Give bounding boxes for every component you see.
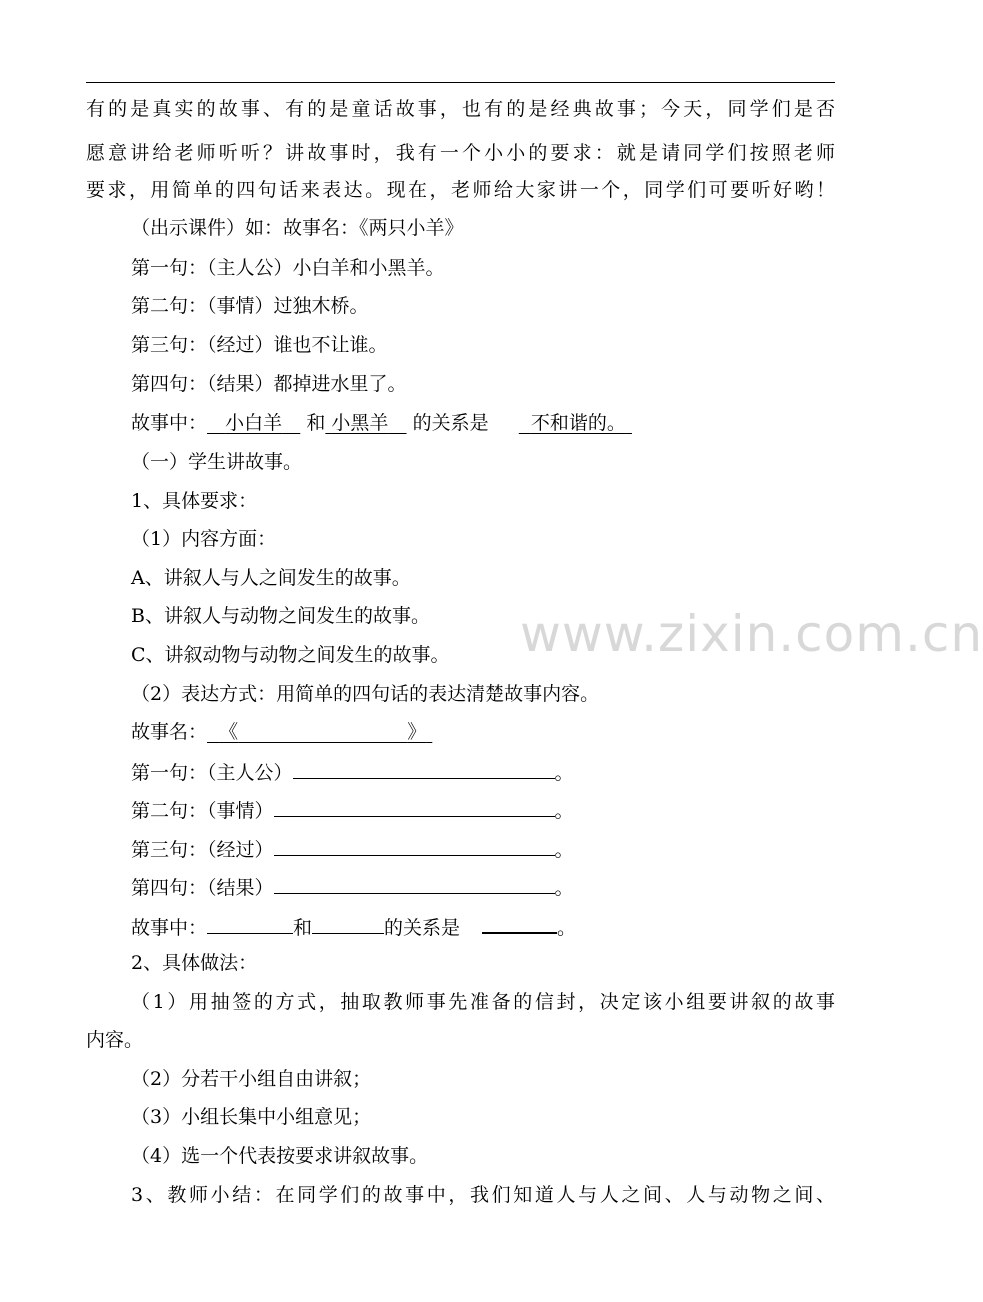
- method-item-1: （1）用抽签的方式，抽取教师事先准备的信封，决定该小组要讲叙的故事: [131, 991, 835, 1013]
- paragraph-line: 愿意讲给老师听听？讲故事时，我有一个小小的要求：就是请同学们按照老师: [86, 142, 835, 164]
- form-sentence-3: 第三句：（经过） 。: [131, 836, 846, 862]
- expression-title: （2）表达方式：用简单的四句话的表达清楚故事内容。: [131, 683, 600, 705]
- answer-blank: [207, 914, 293, 934]
- answer-blank: [274, 797, 555, 817]
- relation-result: 不和谐的。: [530, 412, 626, 434]
- relation-a: 小白羊: [225, 412, 283, 434]
- paragraph-line: 要求，用简单的四句话来表达。现在，老师给大家讲一个，同学们可要听好哟！: [86, 179, 835, 201]
- content-item-c: C、讲叙动物与动物之间发生的故事。: [131, 644, 450, 666]
- relation-b: 小黑羊: [331, 412, 389, 434]
- method-item-2: （2）分若干小组自由讲叙；: [131, 1068, 372, 1090]
- story-name-blank: 《 》: [219, 721, 427, 743]
- content-title: （1）内容方面：: [131, 528, 277, 550]
- answer-blank: [293, 759, 555, 779]
- method-item-3: （3）小组长集中小组意见；: [131, 1106, 372, 1128]
- answer-blank: [312, 914, 384, 934]
- content-item-a: A、讲叙人与人之间发生的故事。: [131, 567, 411, 589]
- answer-blank: [482, 913, 557, 934]
- example-relation: 故事中： 小白羊 和 小黑羊 的关系是 不和谐的。: [131, 412, 626, 434]
- content-item-b: B、讲叙人与动物之间发生的故事。: [131, 605, 430, 627]
- paragraph-line: 有的是真实的故事、有的是童话故事，也有的是经典故事；今天，同学们是否: [86, 98, 835, 120]
- form-sentence-2: 第二句：（事情） 。: [131, 797, 846, 823]
- example-sentence-3: 第三句：（经过）谁也不让谁。: [131, 334, 388, 356]
- answer-blank: [274, 836, 555, 856]
- method-item-1-cont: 内容。: [86, 1029, 144, 1051]
- watermark: www.zixin.com.cn: [520, 605, 983, 663]
- example-sentence-2: 第二句：（事情）过独木桥。: [131, 295, 369, 317]
- teacher-summary: 3、教师小结：在同学们的故事中，我们知道人与人之间、人与动物之间、: [131, 1184, 835, 1206]
- form-sentence-4: 第四句：（结果） 。: [131, 874, 846, 900]
- method-item-4: （4）选一个代表按要求讲叙故事。: [131, 1145, 429, 1167]
- header-rule: [86, 82, 835, 83]
- example-sentence-1: 第一句：（主人公）小白羊和小黑羊。: [131, 257, 445, 279]
- story-name-line: 故事名： 《 》: [131, 720, 846, 744]
- form-relation: 故事中： 和 的关系是 。: [131, 913, 846, 940]
- requirements-title: 1、具体要求：: [131, 490, 258, 512]
- section-heading: （一）学生讲故事。: [131, 451, 303, 473]
- method-title: 2、具体做法：: [131, 952, 258, 974]
- courseware-line: （出示课件）如：故事名：《两只小羊》: [131, 217, 464, 239]
- form-sentence-1: 第一句：（主人公） 。: [131, 759, 846, 785]
- example-sentence-4: 第四句：（结果）都掉进水里了。: [131, 373, 407, 395]
- answer-blank: [274, 874, 555, 894]
